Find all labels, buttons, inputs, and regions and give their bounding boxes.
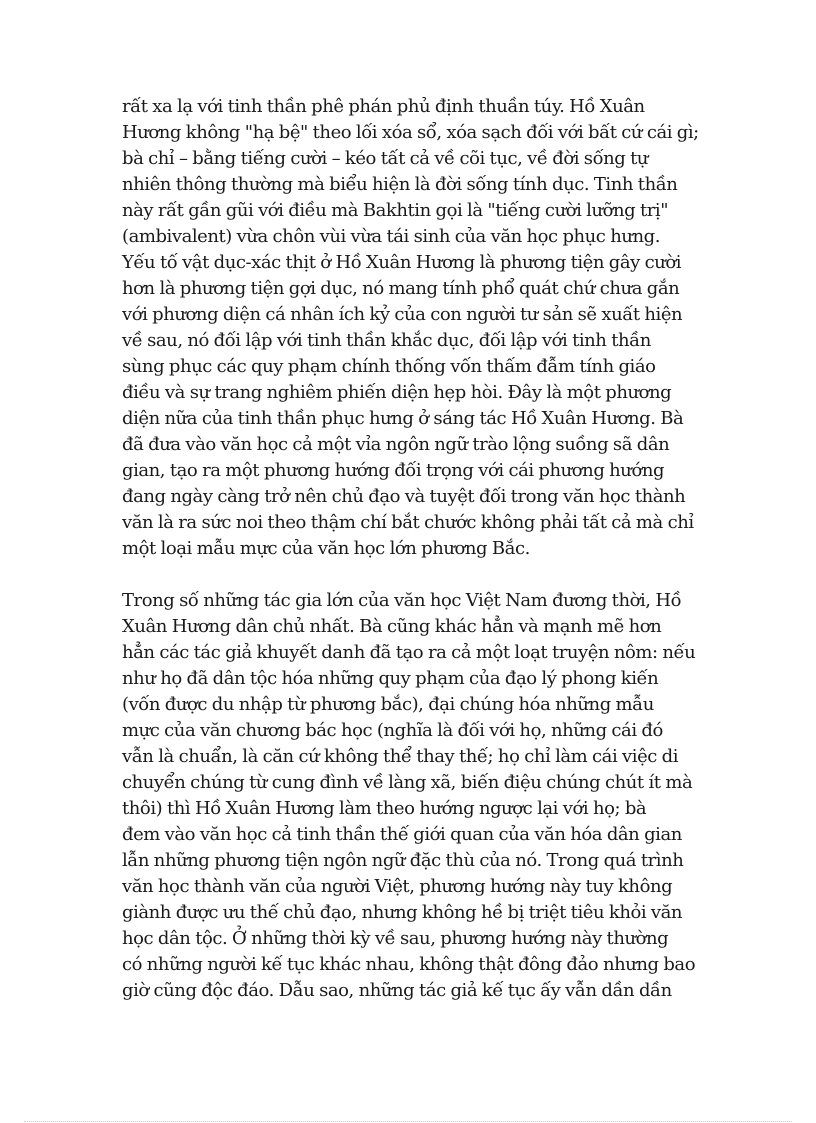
text-line: diện nữa của tinh thần phục hưng ở sáng tác Hồ Xuân Hương. Bà [122, 408, 684, 429]
text-line: đang ngày càng trở nên chủ đạo và tuyệt đối trong văn học thành [122, 486, 686, 507]
text-line: hẳn các tác giả khuyết danh đã tạo ra cả một loạt truyện nôm: nếu [122, 642, 696, 663]
text-line: sùng phục các quy phạm chính thống vốn thấm đẫm tính giáo [122, 356, 656, 377]
text-line: Yếu tố vật dục-xác thịt ở Hồ Xuân Hương là phương tiện gây cười [122, 252, 682, 273]
text-line: đã đưa vào văn học cả một vỉa ngôn ngữ trào lộng suồng sã dân [122, 434, 670, 455]
text-line: (vốn được du nhập từ phương bắc), đại chúng hóa những mẫu [122, 694, 654, 715]
text-line: hơn là phương tiện gợi dục, nó mang tính phổ quát chứ chưa gắn [122, 278, 680, 299]
text-line: nhiên thông thường mà biểu hiện là đời sống tính dục. Tinh thần [122, 174, 678, 195]
text-line: như họ đã dân tộc hóa những quy phạm của đạo lý phong kiến [122, 668, 659, 689]
document-body [122, 94, 712, 1004]
text-line: chuyển chúng từ cung đình về làng xã, biến điệu chúng chút ít mà [122, 772, 693, 793]
text-line: văn là ra sức noi theo thậm chí bắt chước không phải tất cả mà chỉ [122, 512, 694, 533]
text-line: điều và sự trang nghiêm phiến diện hẹp hòi. Đây là một phương [122, 382, 672, 403]
text-line: bà chỉ – bằng tiếng cười – kéo tất cả về cõi tục, về đời sống tự [122, 148, 649, 169]
text-line: Hương không "hạ bệ" theo lối xóa sổ, xóa sạch đối với bất cứ cái gì; [122, 122, 699, 143]
text-line: vẫn là chuẩn, là căn cứ không thể thay thế; họ chỉ làm cái việc di [122, 746, 679, 767]
text-line: văn học thành văn của người Việt, phương hướng này tuy không [122, 876, 673, 897]
paragraph-spacer [122, 562, 712, 588]
text-line: mực của văn chương bác học (nghĩa là đối với họ, những cái đó [122, 720, 663, 741]
text-line: rất xa lạ với tinh thần phê phán phủ định thuần túy. Hồ Xuân [122, 96, 645, 117]
text-line: có những người kế tục khác nhau, không thật đông đảo nhưng bao [122, 954, 696, 975]
text-line: Xuân Hương dân chủ nhất. Bà cũng khác hẳn và mạnh mẽ hơn [122, 616, 662, 637]
text-line: này rất gần gũi với điều mà Bakhtin gọi là "tiếng cười lưỡng trị" [122, 200, 669, 221]
text-line: về sau, nó đối lập với tinh thần khắc dục, đối lập với tinh thần [122, 330, 651, 351]
text-line: Trong số những tác gia lớn của văn học Việt Nam đương thời, Hồ [122, 590, 682, 611]
text-line: (ambivalent) vừa chôn vùi vừa tái sinh của văn học phục hưng. [122, 226, 660, 247]
text-line: giờ cũng độc đáo. Dẫu sao, những tác giả kế tục ấy vẫn dần dần [122, 980, 672, 1001]
text-line: một loại mẫu mực của văn học lớn phương Bắc. [122, 538, 530, 559]
text-line: gian, tạo ra một phương hướng đối trọng với cái phương hướng [122, 460, 665, 481]
text-line: lẫn những phương tiện ngôn ngữ đặc thù của nó. Trong quá trình [122, 850, 684, 871]
text-line: với phương diện cá nhân ích kỷ của con người tư sản sẽ xuất hiện [122, 304, 683, 325]
paragraph-1 [122, 94, 712, 562]
text-line: giành được ưu thế chủ đạo, nhưng không hề bị triệt tiêu khỏi văn [122, 902, 683, 923]
paragraph-2 [122, 588, 712, 1004]
page-bottom-border [24, 1121, 792, 1122]
text-line: thôi) thì Hồ Xuân Hương làm theo hướng ngược lại với họ; bà [122, 798, 647, 819]
text-line: đem vào văn học cả tinh thần thế giới quan của văn hóa dân gian [122, 824, 682, 845]
text-line: học dân tộc. Ở những thời kỳ về sau, phương hướng này thường [122, 928, 669, 949]
